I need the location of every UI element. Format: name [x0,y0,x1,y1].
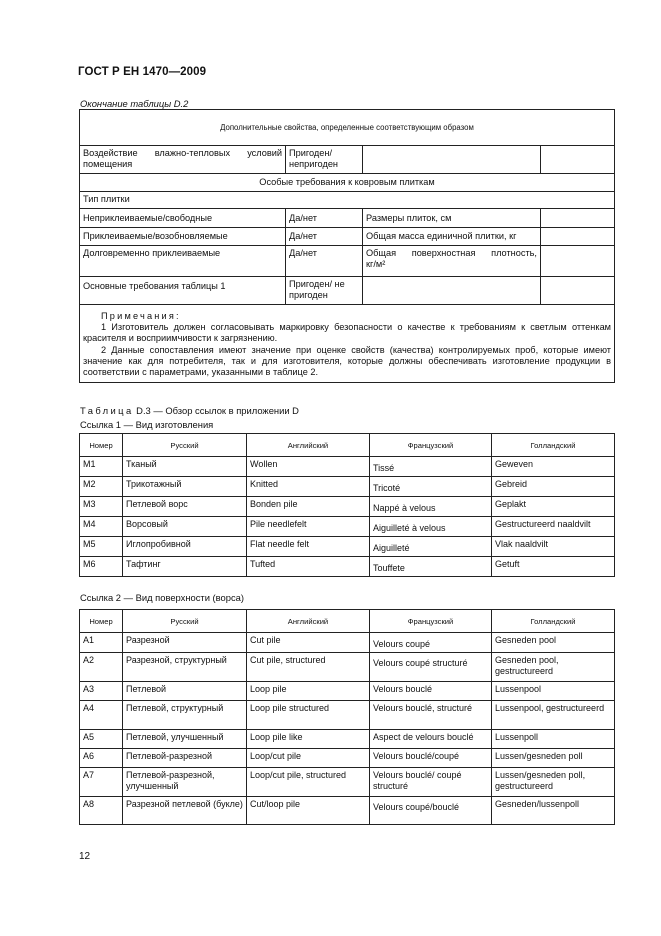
col-english: Английский [247,434,370,457]
cell-russian: Петлевой ворс [123,497,247,517]
cell-english: Bonden pile [247,497,370,517]
col-dutch: Голландский [492,610,615,633]
glued-value: Да/нет [286,228,363,246]
reference-1-caption: Ссылка 1 — Вид изготовления [80,419,214,430]
cell-dutch: Gesneden pool, gestructureerd [492,653,615,682]
glued-label: Приклеиваемые/возобновляемые [80,228,286,246]
cell-english: Cut/loop pile [247,797,370,825]
cell-english: Tufted [247,557,370,577]
table-row [80,768,615,797]
page-number: 12 [79,851,91,862]
col-russian: Русский [123,434,247,457]
table-row [80,682,615,701]
table-row [80,497,615,517]
table-row [80,457,615,477]
col-number: Номер [80,434,123,457]
cell-french: Velours coupé [370,633,492,653]
table-header-row [80,434,615,457]
cell-dutch: Gesneden/lussenpoll [492,797,615,825]
manufacturing-type-table [79,433,615,577]
table-word: Таблица [80,405,134,416]
surface-type-table [79,609,615,825]
cell-number: M1 [80,457,123,477]
table-d3-title [80,405,299,416]
cell-russian: Петлевой, улучшенный [123,730,247,749]
cell-english: Cut pile, structured [247,653,370,682]
cell-dutch: Gesneden pool [492,633,615,653]
cell-french: Aiguilleté [370,537,492,557]
cell-english: Cut pile [247,633,370,653]
cell-french: Velours coupé structuré [370,653,492,682]
cell-russian: Разрезной [123,633,247,653]
table-row [80,477,615,497]
table-row [80,701,615,730]
note-2: 2 Данные сопоставления имеют значение при оценке свойств (качества) контролируемых проб, которые имеют значение как для потребителя, так и для изготовителя, которые должны обеспечивать изготовление продукции в соответствии с параметрами, указанными в таблице 2. [83,344,611,378]
cell-dutch: Geplakt [492,497,615,517]
cell-french: Velours bouclé/coupé [370,749,492,768]
note-1: 1 Изготовитель должен согласовывать маркировку безопасности о качестве к требованиям к светлым оттенкам красителя и восприимчивости к загрязнению. [83,322,611,344]
cell-french: Aspect de velours bouclé [370,730,492,749]
basic-requirements-value: Пригоден/ не пригоден [286,277,363,305]
cell-russian: Тканый [123,457,247,477]
cell-number: M2 [80,477,123,497]
table-header-row [80,610,615,633]
table-header: Дополнительные свойства, определенные соответствующим образом [80,110,615,146]
cell-russian: Разрезной петлевой (букле) [123,797,247,825]
col-french: Французский [370,434,492,457]
cell-number: A7 [80,768,123,797]
table-row [80,797,615,825]
cell-english: Loop/cut pile, structured [247,768,370,797]
cell-english: Pile needlefelt [247,517,370,537]
tile-size-property: Размеры плиток, см [363,209,541,228]
cell-russian: Трикотажный [123,477,247,497]
permanent-value: Да/нет [286,246,363,277]
reference-2-caption: Ссылка 2 — Вид поверхности (ворса) [80,592,244,603]
cell-number: M3 [80,497,123,517]
cell-french: Velours bouclé [370,682,492,701]
cell-russian: Петлевой, структурный [123,701,247,730]
cell-english: Loop pile like [247,730,370,749]
cell-dutch: Lussenpoll [492,730,615,749]
cell-dutch: Gebreid [492,477,615,497]
cell-number: A5 [80,730,123,749]
col-russian: Русский [123,610,247,633]
cell-english: Loop pile [247,682,370,701]
col-french: Французский [370,610,492,633]
cell-russian: Петлевой [123,682,247,701]
cell-dutch: Lussen/gesneden poll [492,749,615,768]
surface-density-property [363,246,541,277]
tile-mass-property: Общая масса единичной плитки, кг [363,228,541,246]
cell-number: A3 [80,682,123,701]
cell-french: Velours bouclé, structuré [370,701,492,730]
cell-number: M4 [80,517,123,537]
cell-french: Nappé à velous [370,497,492,517]
permanent-label: Долговременно приклеиваемые [80,246,286,277]
cell-dutch: Geweven [492,457,615,477]
cell-russian: Петлевой-разрезной, улучшенный [123,768,247,797]
basic-requirements-label: Основные требования таблицы 1 [80,277,286,305]
cell-russian: Ворсовый [123,517,247,537]
cell-french: Touffete [370,557,492,577]
col-dutch: Голландский [492,434,615,457]
table-row [80,537,615,557]
cell-number: A4 [80,701,123,730]
cell-french: Aiguilleté à velous [370,517,492,537]
notes-title: Примечания: [101,311,181,321]
cell-number: A2 [80,653,123,682]
table-continuation-caption: Окончание таблицы D.2 [80,98,189,109]
cell-english: Wollen [247,457,370,477]
cell-french: Velours bouclé/ coupé structuré [370,768,492,797]
cell-dutch: Lussen/gesneden poll, gestructureerd [492,768,615,797]
surface-density-text: Общая поверхностная плотность, [366,248,537,258]
cell-russian: Иглопробивной [123,537,247,557]
cell-english: Loop pile structured [247,701,370,730]
cell-dutch: Lussenpool, gestructureerd [492,701,615,730]
cell-dutch: Vlak naaldvilt [492,537,615,557]
document-code: ГОСТ Р ЕН 1470—2009 [78,66,207,78]
surface-density-unit: кг/м² [366,259,386,269]
cell-dutch: Lussenpool [492,682,615,701]
cell-number: A6 [80,749,123,768]
humidity-label: Воздействие влажно-тепловых условий помещения [80,146,286,174]
cell-dutch: Gestructureerd naaldvilt [492,517,615,537]
unglued-value: Да/нет [286,209,363,228]
cell-russian: Тафтинг [123,557,247,577]
table-row [80,749,615,768]
col-english: Английский [247,610,370,633]
cell-english: Knitted [247,477,370,497]
table-row [80,517,615,537]
notes-block [80,305,615,383]
cell-dutch: Getuft [492,557,615,577]
cell-number: A8 [80,797,123,825]
tile-type-label: Тип плитки [80,192,615,209]
cell-number: M5 [80,537,123,557]
cell-french: Velours coupé/bouclé [370,797,492,825]
table-row [80,730,615,749]
cell-french: Tissé [370,457,492,477]
cell-number: M6 [80,557,123,577]
table-row [80,557,615,577]
cell-french: Tricoté [370,477,492,497]
properties-table [79,109,615,383]
cell-english: Flat needle felt [247,537,370,557]
cell-number: A1 [80,633,123,653]
col-number: Номер [80,610,123,633]
table-row [80,633,615,653]
table-title-rest: D.3 — Обзор ссылок в приложении D [136,405,299,416]
cell-english: Loop/cut pile [247,749,370,768]
humidity-value: Пригоден/ непригоден [286,146,363,174]
cell-russian: Петлевой-разрезной [123,749,247,768]
carpet-tile-subheader: Особые требования к ковровым плиткам [80,174,615,192]
table-row [80,653,615,682]
unglued-label: Неприклеиваемые/свободные [80,209,286,228]
cell-russian: Разрезной, структурный [123,653,247,682]
